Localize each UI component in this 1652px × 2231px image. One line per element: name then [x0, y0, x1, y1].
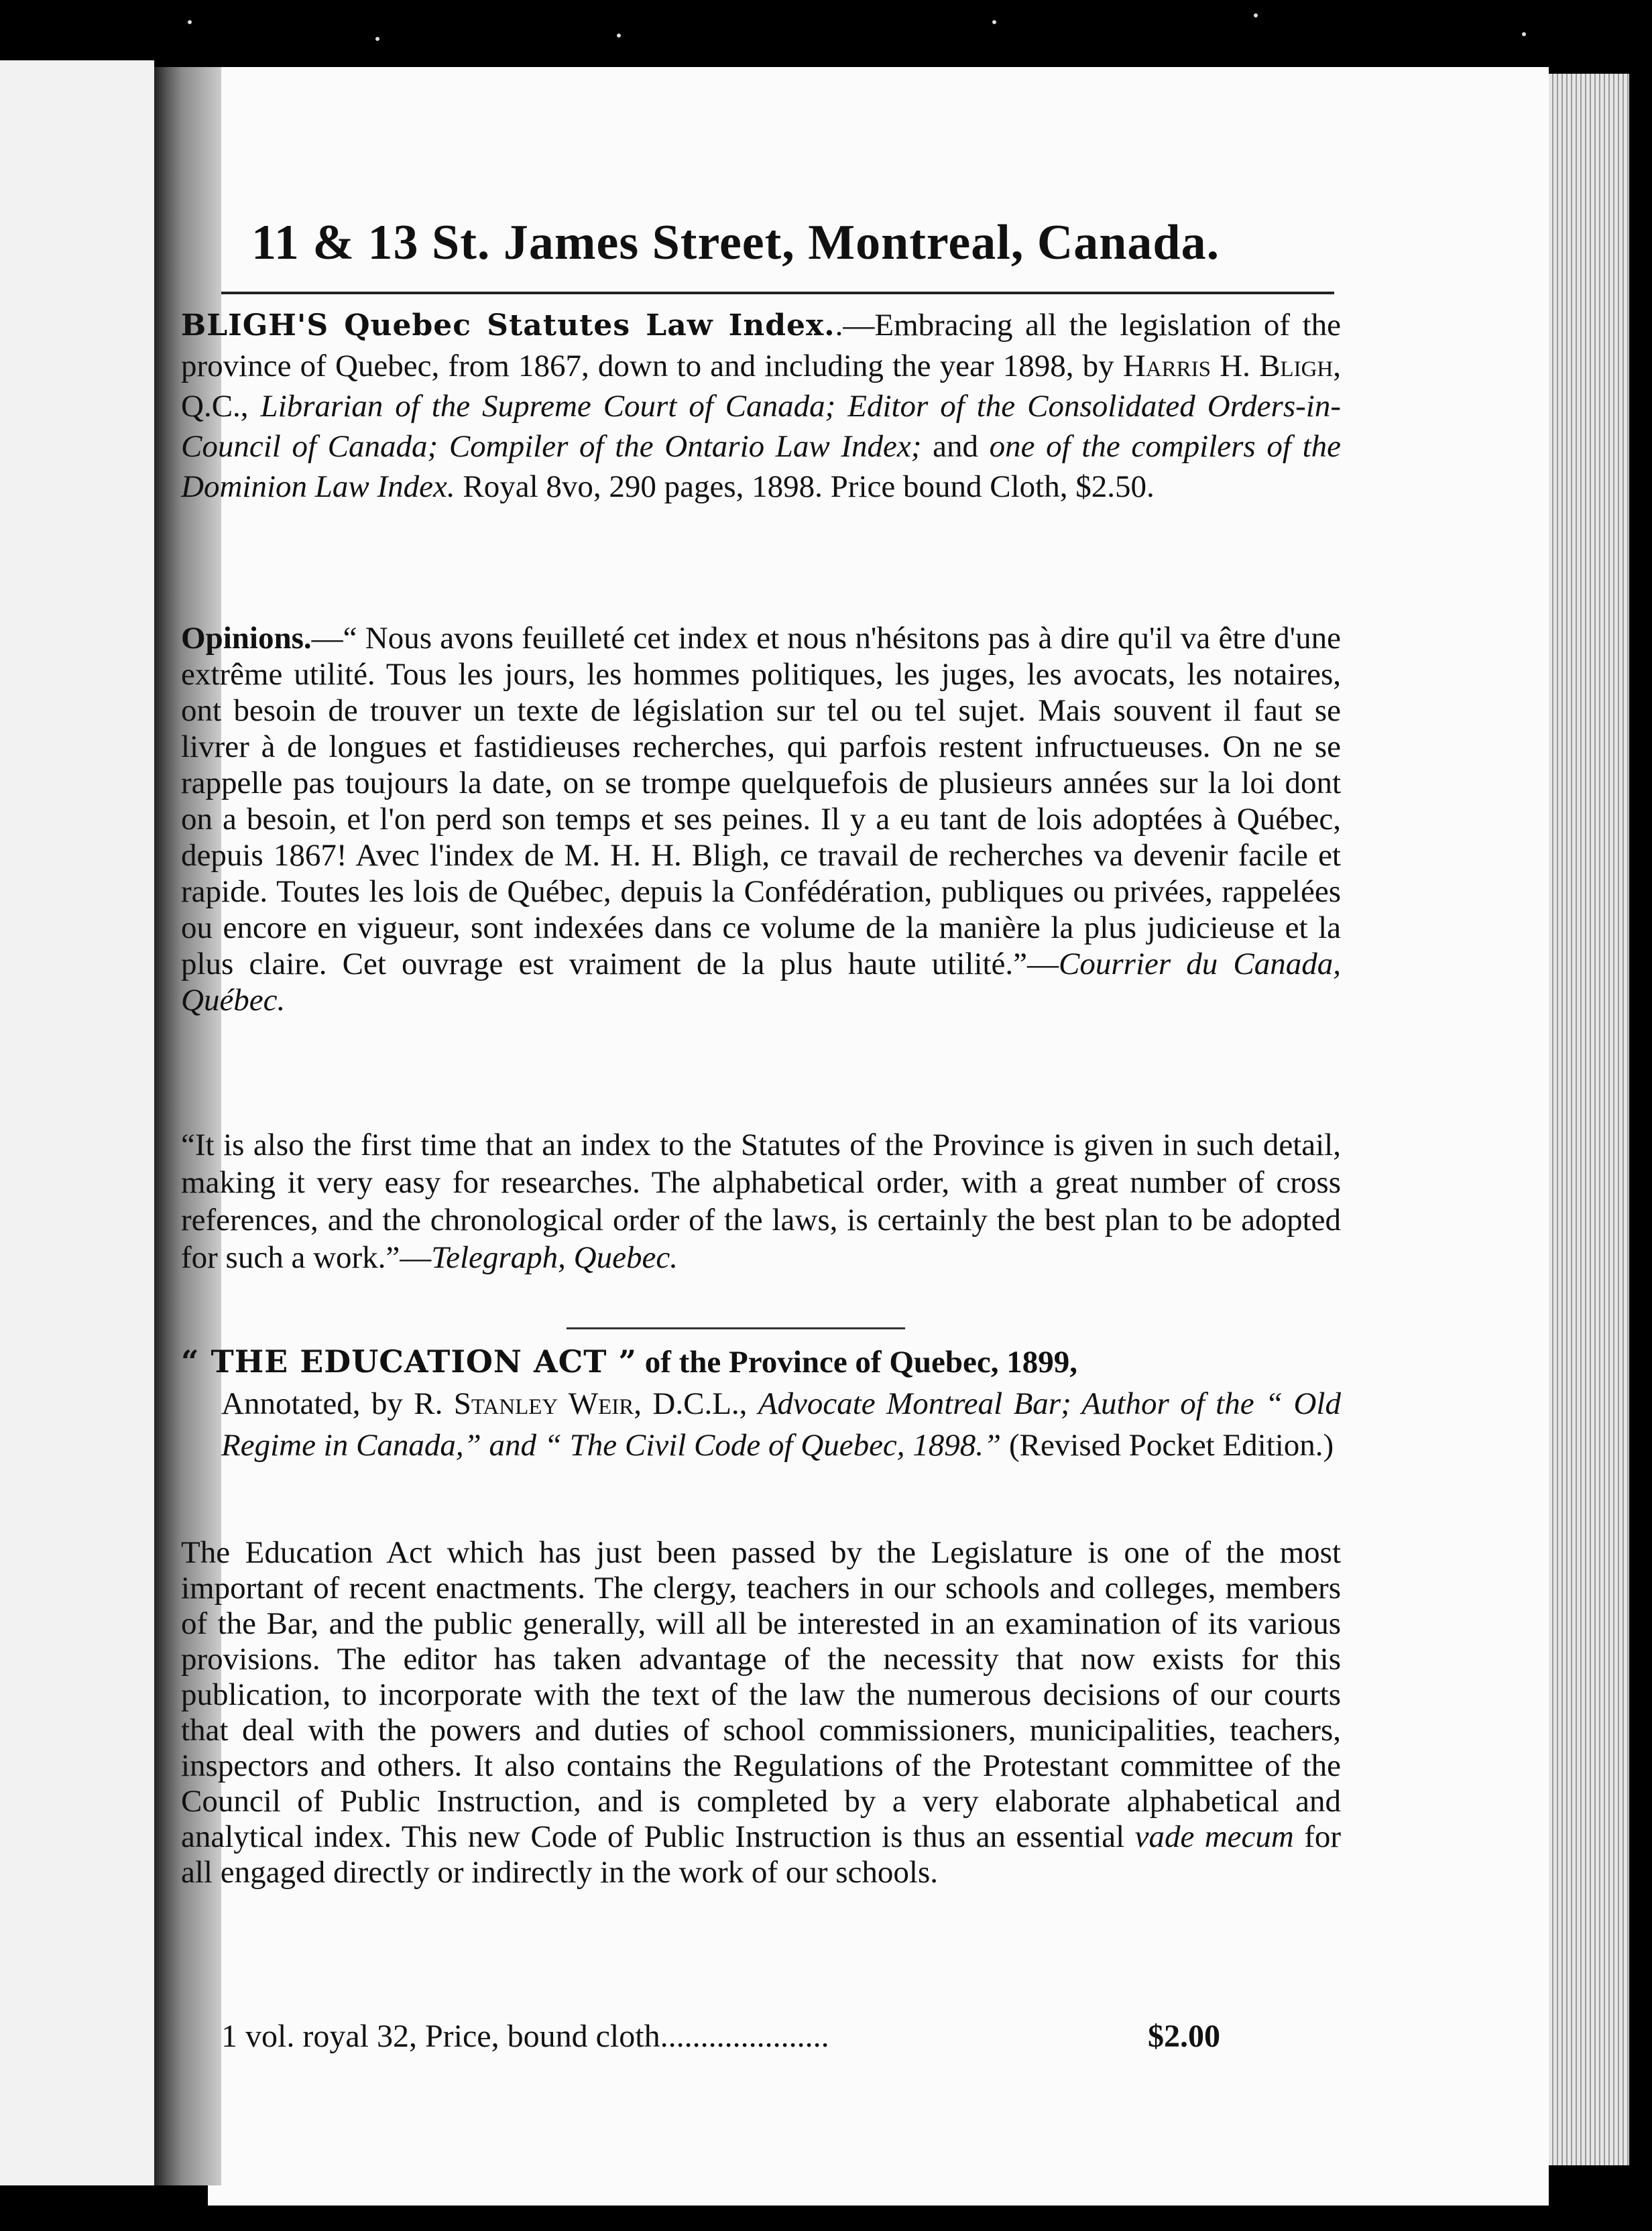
opinions-source: Courrier du Canada, Québec. — [181, 947, 1341, 1018]
telegraph-text: “It is also the first time that an index to the Statutes of the Province is given in such detail, making it very easy for researches. The alphabetical order, with a great number of cross references, and the chronological order of the laws, is certainly the best plan to be adopted for such a work.”— — [181, 1128, 1341, 1275]
bligh-credentials-2: one of the compilers of the Dominion Law Index. — [181, 429, 1341, 504]
price-amount: $2.00 — [1148, 2018, 1220, 2054]
education-body-end: for all engaged directly or indirectly in the work of our schools. — [181, 1819, 1342, 1890]
education-annotated: Annotated, by — [221, 1386, 414, 1421]
bligh-details: Royal 8vo, 290 pages, 1898. Price bound Cloth, $2.50. — [455, 469, 1155, 504]
education-title: “ THE EDUCATION ACT ” — [181, 1343, 637, 1380]
bligh-intro: Embracing all the legislation of the province of Quebec, from 1867, down to and including the year 1898, by — [181, 308, 1342, 383]
education-title-rest: of the Province of Quebec, 1899, — [636, 1345, 1077, 1380]
bligh-author-suffix: , Q.C., — [181, 349, 1341, 424]
section-separator — [567, 1327, 905, 1329]
bligh-dash: .— — [835, 308, 875, 343]
page-stack-edge — [1549, 74, 1629, 2165]
header-rule — [221, 292, 1334, 294]
bligh-title: BLIGH'S Quebec Statutes Law Index. — [181, 308, 835, 343]
opinions-quote — [181, 620, 1341, 1018]
education-price-line — [221, 2018, 1220, 2055]
education-annotation — [181, 1383, 1341, 1466]
opinions-text: —“ Nous avons feuilleté cet index et nous n'hésitons pas à dire qu'il va être d'une extrême utilité. Tous les jours, les hommes politiques, les juges, les avocats, les notaires, ont besoin de trouver un texte de législation sur tel ou tel sujet. Mais souvent il faut se livrer à de longues et fastidieuses recherches, qui parfois restent infructueuses. On ne se rappelle pas toujours la date, on se trompe quelquefois de plusieurs années sur la loi dont on a besoin, et l'on perd son temps et ses peines. Il y a eu tant de lois adoptées à Québec, depuis 1867! Avec l'index de M. H. H. Bligh, ce travail de recherches va devenir facile et rapide. Toutes les lois de Québec, depuis la Confédération, publiques ou privées, rappelées ou encore en vigueur, sont indexées dans ce volume de la manière la plus judicieuse et la plus claire. Cet ouvrage est vraiment de la plus haute utilité.”— — [181, 621, 1341, 981]
education-vade-mecum: vade mecum — [1134, 1819, 1294, 1854]
bligh-and: and — [921, 429, 990, 464]
bligh-index-entry — [181, 305, 1341, 507]
education-act-heading — [181, 1341, 1341, 1466]
education-author: R. Stanley Weir — [414, 1386, 634, 1421]
opinions-label: Opinions. — [181, 621, 312, 656]
price-label: 1 vol. royal 32, Price, bound cloth..................... — [221, 2018, 829, 2054]
education-author-suffix: , D.C.L., — [634, 1386, 758, 1421]
education-edition: (Revised Pocket Edition.) — [1001, 1428, 1334, 1463]
bligh-author: Harris H. Bligh — [1122, 349, 1334, 383]
telegraph-quote — [181, 1126, 1341, 1276]
telegraph-source: Telegraph, Quebec. — [431, 1240, 678, 1275]
left-page-edge — [0, 60, 154, 2185]
bligh-credentials: Librarian of the Supreme Court of Canada; Editor of the Consolidated Orders-in-Council of Canada; Compiler of the Ontario Law Index; — [181, 389, 1341, 464]
education-body: The Education Act which has just been passed by the Legislature is one of the most important of recent enactments. The clergy, teachers in our schools and colleges, members of the Bar, and the public generally, will all be interested in an examination of its various provisions. The editor has taken advantage of the necessity that now exists for this publication, to incorporate with the text of the law the numerous decisions of our courts that deal with the powers and duties of school commissioners, municipalities, teachers, inspectors and others. It also contains the Regulations of the Protestant committee of the Council of Public Instruction, and is completed by a very elaborate alphabetical and analytical index. This new Code of Public Instruction is thus an essential — [181, 1535, 1341, 1854]
education-credentials: Advocate Montreal Bar; Author of the “ Old Regime in Canada,” and “ The Civil Code of Quebec, 1898.” — [221, 1386, 1341, 1463]
education-act-description — [181, 1535, 1341, 1890]
page-header-address: 11 & 13 St. James Street, Montreal, Canada. — [251, 215, 1220, 270]
scan-border-top — [0, 0, 1652, 60]
